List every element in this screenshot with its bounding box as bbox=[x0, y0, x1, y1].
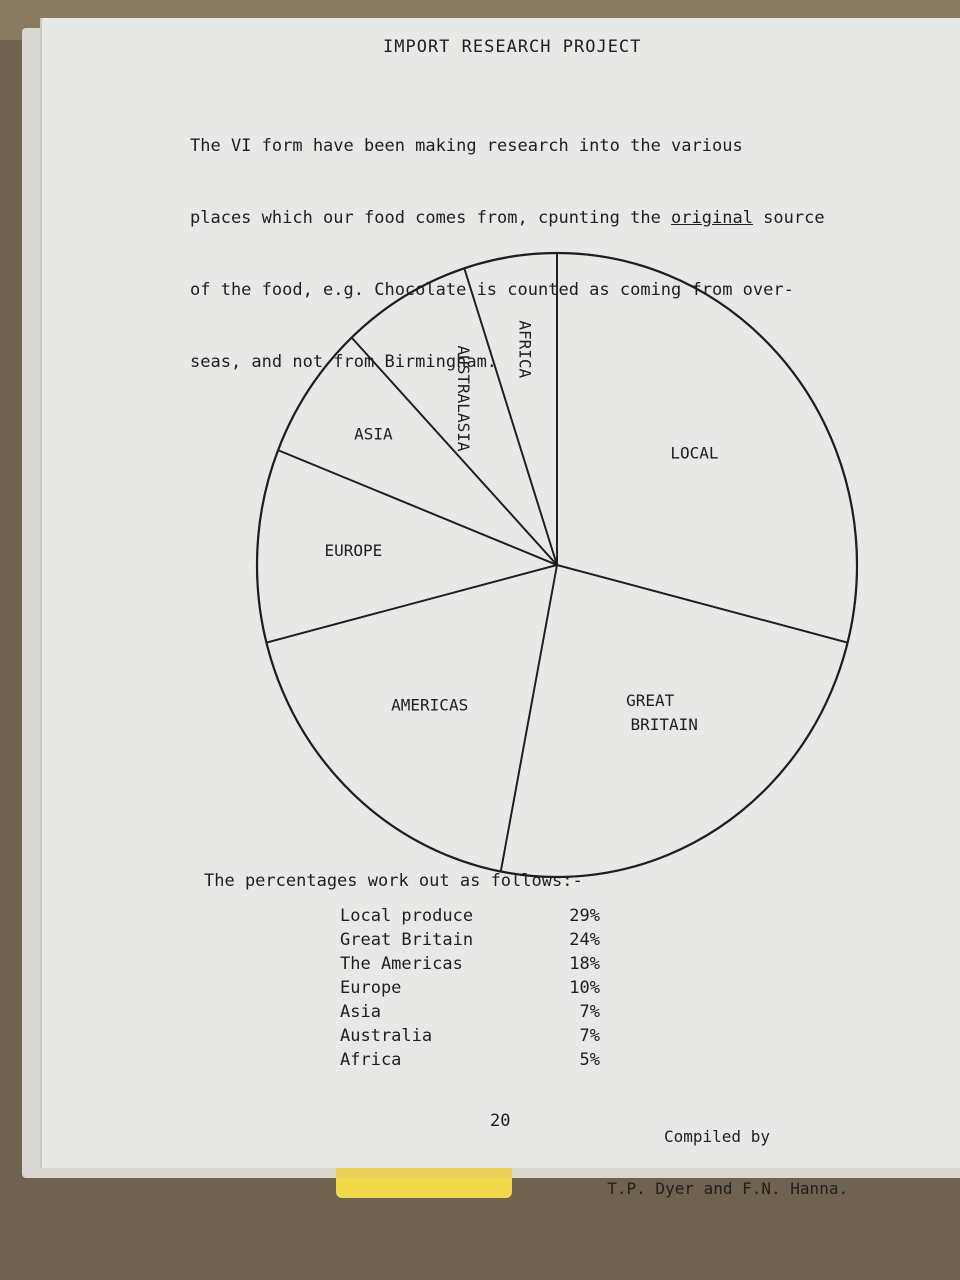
legend-value: 5% bbox=[579, 1050, 600, 1070]
percentages-table bbox=[340, 906, 600, 1074]
pie-slice-africa bbox=[464, 253, 557, 565]
legend-row bbox=[340, 954, 600, 978]
intro-line-1: The VI form have been making research into the various bbox=[190, 136, 743, 156]
legend-label: Africa bbox=[340, 1050, 402, 1070]
legend-row bbox=[340, 930, 600, 954]
slice-label: GREAT BRITAIN bbox=[626, 690, 698, 734]
intro-line-2-end: source bbox=[752, 208, 825, 228]
legend-label: Asia bbox=[340, 1002, 381, 1022]
legend-label: Local produce bbox=[340, 906, 474, 926]
legend-row bbox=[340, 906, 600, 930]
credit-line-2: T.P. Dyer and F.N. Hanna. bbox=[607, 1179, 849, 1198]
slice-label: LOCAL bbox=[670, 443, 719, 463]
page-title: IMPORT RESEARCH PROJECT bbox=[383, 37, 642, 57]
slice-label: AFRICA bbox=[515, 320, 535, 379]
legend-value: 29% bbox=[569, 906, 600, 926]
legend-row bbox=[340, 1050, 600, 1074]
legend-label: Great Britain bbox=[340, 930, 474, 950]
legend-value: 7% bbox=[579, 1002, 600, 1022]
underlined-word: original bbox=[671, 208, 753, 228]
legend-value: 7% bbox=[579, 1026, 600, 1046]
slice-label: ASIA bbox=[354, 424, 393, 444]
intro-line-3: of the food, e.g. Chocolate is counted as coming from over- bbox=[190, 280, 794, 300]
percentages-intro: The percentages work out as follows:- bbox=[204, 871, 583, 891]
intro-line-2-text: places which our food comes from, cpunting the bbox=[190, 208, 672, 228]
credit-line-1: Compiled by bbox=[664, 1127, 770, 1146]
slice-label: AUSTRALASIA bbox=[453, 345, 473, 452]
legend-value: 18% bbox=[569, 954, 600, 974]
slice-label: EUROPE bbox=[324, 541, 383, 561]
pie-slice-asia bbox=[278, 338, 557, 565]
legend-row bbox=[340, 978, 600, 1002]
legend-row bbox=[340, 1002, 600, 1026]
credit bbox=[588, 1072, 848, 1202]
legend-row bbox=[340, 1026, 600, 1050]
pie-slice-americas bbox=[266, 565, 557, 871]
slice-label: AMERICAS bbox=[391, 695, 469, 715]
page-number: 20 bbox=[490, 1111, 511, 1131]
legend-label: The Americas bbox=[340, 954, 463, 974]
legend-label: Europe bbox=[340, 978, 402, 998]
intro-line-4: seas, and not from Birmingham. bbox=[190, 352, 498, 372]
legend-value: 24% bbox=[569, 930, 600, 950]
legend-label: Australia bbox=[340, 1026, 433, 1046]
legend-value: 10% bbox=[569, 978, 600, 998]
